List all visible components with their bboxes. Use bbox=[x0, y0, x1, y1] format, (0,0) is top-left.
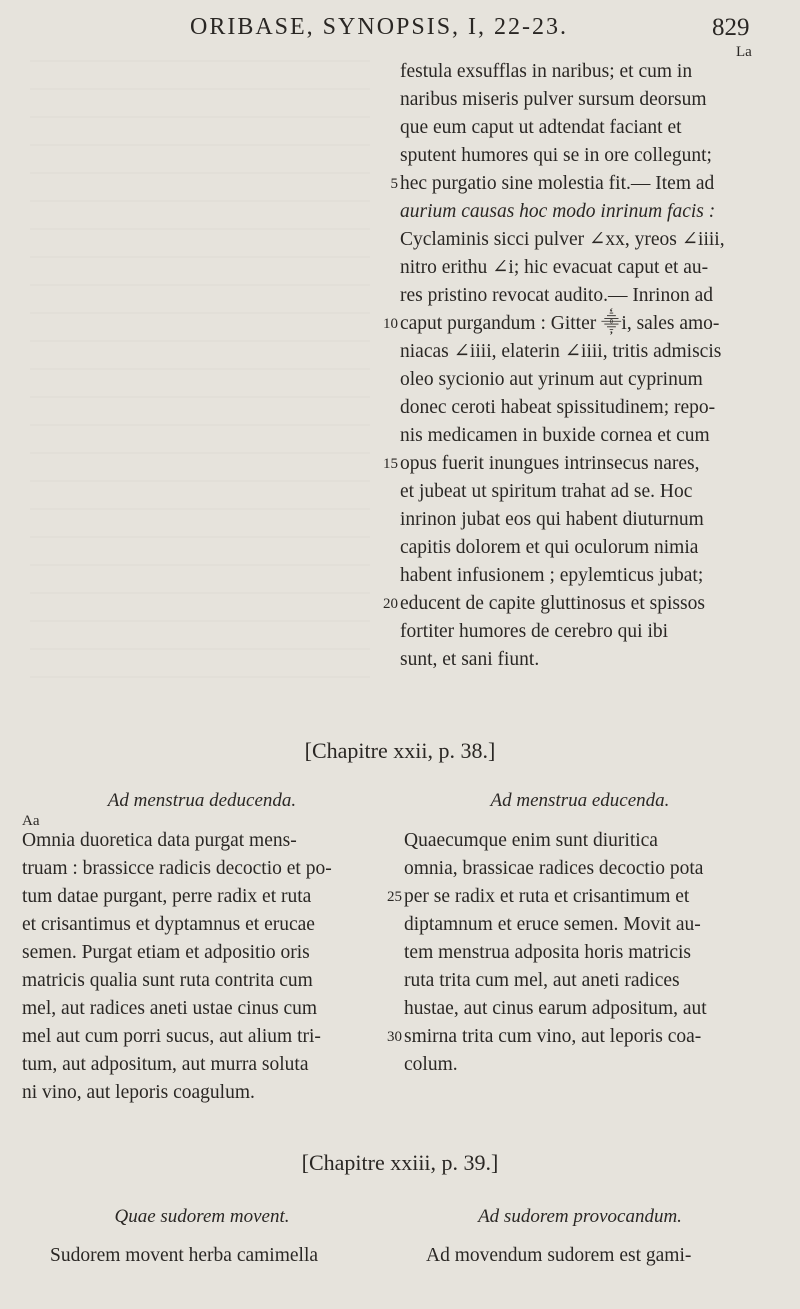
text-line: aurium causas hoc modo inrinum facis : bbox=[400, 201, 716, 222]
left-siglum: Aa bbox=[22, 813, 40, 829]
left-subtitle: Ad menstrua deducenda. bbox=[107, 790, 297, 811]
text-line: tum datae purgant, perre radix et ruta bbox=[22, 886, 312, 907]
left-column-text bbox=[22, 827, 332, 1107]
bleed-through-texture bbox=[30, 60, 370, 700]
running-head: ORIBASE, SYNOPSIS, I, 22-23. bbox=[190, 14, 569, 40]
line-number: 10 bbox=[383, 316, 398, 332]
text-line: caput purgandum : Gitter ⸎i, sales amo- bbox=[400, 313, 720, 334]
text-line: que eum caput ut adtendat faciant et bbox=[400, 117, 682, 138]
text-line: Omnia duoretica data purgat mens- bbox=[22, 830, 297, 851]
left-subtitle: Quae sudorem movent. bbox=[114, 1206, 290, 1227]
text-line: omnia, brassicae radices decoctio pota bbox=[404, 858, 704, 879]
line-number: 20 bbox=[383, 596, 398, 612]
text-line: habent infusionem ; epylemticus jubat; bbox=[400, 565, 704, 586]
text-line: colum. bbox=[404, 1054, 458, 1075]
text-line: hec purgatio sine molestia fit.— Item ad bbox=[400, 173, 715, 194]
page-number: 829 bbox=[712, 14, 750, 41]
text-line: semen. Purgat etiam et adpositio oris bbox=[22, 942, 310, 963]
text-line: tem menstrua adposita horis matricis bbox=[404, 942, 692, 963]
chapter-heading: [Chapitre xxiii, p. 39.] bbox=[301, 1150, 499, 1175]
text-line: festula exsufflas in naribus; et cum in bbox=[400, 61, 693, 82]
text-line: inrinon jubat eos qui habent diuturnum bbox=[400, 509, 704, 530]
right-subtitle: Ad sudorem provocandum. bbox=[478, 1206, 682, 1227]
text-line: nitro erithu ∠i; hic evacuat caput et au- bbox=[400, 257, 709, 278]
text-line: hustae, aut cinus earum adpositum, aut bbox=[404, 998, 707, 1019]
column-siglum: La bbox=[736, 44, 752, 60]
right-column-text bbox=[426, 1242, 691, 1270]
text-line: opus fuerit inungues intrinsecus nares, bbox=[400, 453, 700, 474]
text-line: ni vino, aut leporis coagulum. bbox=[22, 1082, 255, 1103]
text-line: oleo sycionio aut yrinum aut cyprinum bbox=[400, 369, 703, 390]
chapter-heading: [Chapitre xxii, p. 38.] bbox=[304, 738, 496, 763]
text-line: Sudorem movent herba camimella bbox=[50, 1245, 319, 1266]
left-column-text bbox=[50, 1242, 318, 1270]
line-number: 15 bbox=[383, 456, 398, 472]
text-line: nis medicamen in buxide cornea et cum bbox=[400, 425, 710, 446]
text-line: res pristino revocat audito.— Inrinon ad bbox=[400, 285, 713, 306]
text-line: mel aut cum porri sucus, aut alium tri- bbox=[22, 1026, 321, 1047]
text-line: sputent humores qui se in ore collegunt; bbox=[400, 145, 712, 166]
text-line: educent de capite gluttinosus et spissos bbox=[400, 593, 705, 614]
text-line: per se radix et ruta et crisantimum et bbox=[404, 886, 690, 907]
text-line: capitis dolorem et qui oculorum nimia bbox=[400, 537, 699, 558]
text-line: mel, aut radices aneti ustae cinus cum bbox=[22, 998, 318, 1019]
text-line: Cyclaminis sicci pulver ∠xx, yreos ∠iiii, bbox=[400, 229, 725, 250]
text-line: et jubeat ut spiritum trahat ad se. Hoc bbox=[400, 481, 693, 502]
text-line: et crisantimus et dyptamnus et erucae bbox=[22, 914, 315, 935]
right-subtitle: Ad menstrua educenda. bbox=[490, 790, 670, 811]
text-line: fortiter humores de cerebro qui ibi bbox=[400, 621, 669, 642]
right-column-text bbox=[404, 827, 707, 1079]
text-line: tum, aut adpositum, aut murra soluta bbox=[22, 1054, 309, 1075]
line-number: 30 bbox=[387, 1029, 402, 1045]
text-line: Ad movendum sudorem est gami- bbox=[426, 1245, 692, 1266]
text-line: niacas ∠iiii, elaterin ∠iiii, tritis admiscis bbox=[400, 341, 722, 362]
text-line: ruta trita cum mel, aut aneti radices bbox=[404, 970, 680, 991]
text-line: truam : brassicce radicis decoctio et po- bbox=[22, 858, 332, 879]
line-number: 5 bbox=[390, 176, 398, 192]
text-line: diptamnum et eruce semen. Movit au- bbox=[404, 914, 701, 935]
text-line: donec ceroti habeat spissitudinem; repo- bbox=[400, 397, 716, 418]
line-number: 25 bbox=[387, 889, 402, 905]
text-line: naribus miseris pulver sursum deorsum bbox=[400, 89, 707, 110]
top-column-text bbox=[400, 58, 725, 674]
text-line: sunt, et sani fiunt. bbox=[400, 649, 540, 670]
text-line: smirna trita cum vino, aut leporis coa- bbox=[404, 1026, 702, 1047]
text-line: matricis qualia sunt ruta contrita cum bbox=[22, 970, 313, 991]
text-line: Quaecumque enim sunt diuritica bbox=[404, 830, 658, 851]
